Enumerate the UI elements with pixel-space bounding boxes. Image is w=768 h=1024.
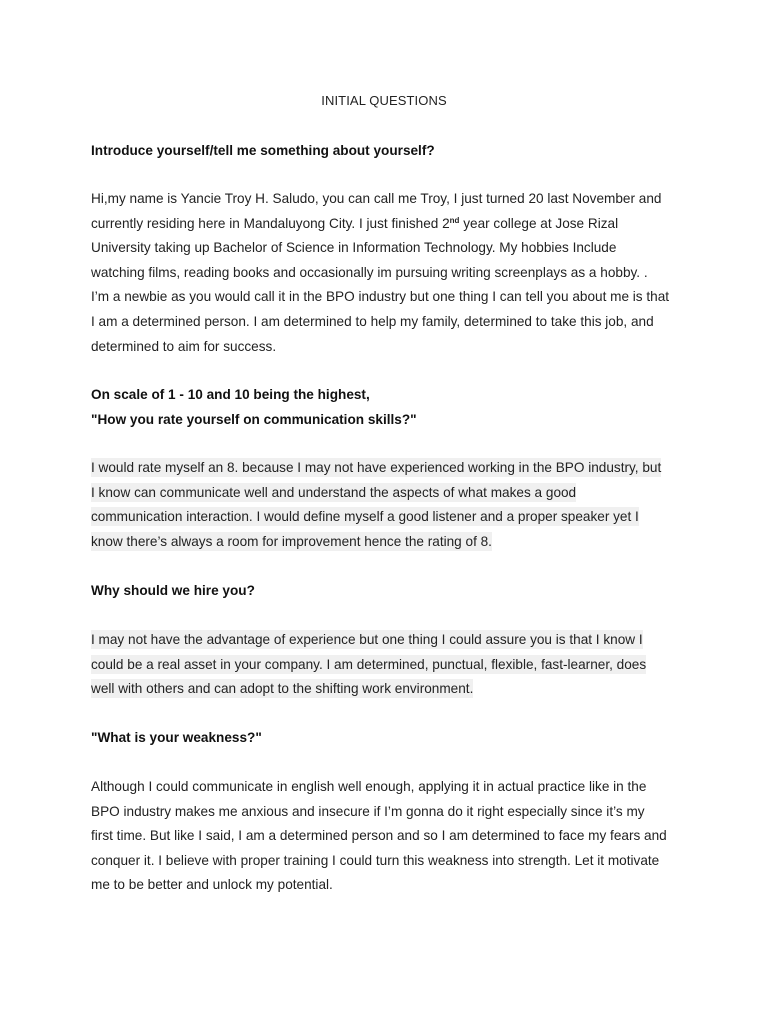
answer-line: me to be better and unlock my potential. — [91, 877, 333, 893]
answer-line: Although I could communicate in english well enough, applying it in actual practice like in the — [91, 779, 647, 794]
answer-line: well with others and can adopt to the shifting work environment. — [91, 681, 474, 697]
ordinal-superscript: nd — [449, 215, 460, 225]
answer-line: BPO industry makes me anxious and insecure if I’m gonna do it right especially since it’s my — [91, 803, 645, 819]
answer-line: conquer it. I believe with proper training I could turn this weakness into strength. Let it motivate — [91, 852, 660, 868]
answer-paragraph — [91, 628, 691, 702]
answer-line: Hi,my name is Yancie Troy H. Saludo, you can call me Troy, I just turned 20 last November and — [91, 191, 662, 206]
question-line: On scale of 1 - 10 and 10 being the highest, — [91, 387, 370, 402]
answer-line: could be a real asset in your company. I am determined, punctual, flexible, fast-learner, does — [91, 656, 647, 672]
question-heading — [91, 383, 691, 432]
question-line: Why should we hire you? — [91, 583, 255, 598]
question-heading — [91, 139, 691, 164]
question-line: "How you rate yourself on communication skills?" — [91, 411, 417, 427]
answer-line: communication interaction. I would define myself a good listener and a proper speaker yet I — [91, 509, 639, 525]
question-line: Introduce yourself/tell me something about yourself? — [91, 143, 435, 158]
answer-text: currently residing here in Mandaluyong City. I just finished 2 — [91, 215, 450, 231]
question-heading — [91, 726, 691, 751]
answer-paragraph — [91, 456, 691, 554]
answer-line: I’m a newbie as you would call it in the BPO industry but one thing I can tell you about me is that — [91, 289, 670, 305]
answer-line: watching films, reading books and occasionally im pursuing writing screenplays as a hobby. . — [91, 264, 648, 280]
answer-line-with-superscript — [91, 212, 691, 237]
answer-paragraph — [91, 187, 691, 359]
answer-line: I may not have the advantage of experience but one thing I could assure you is that I know I — [91, 632, 643, 647]
answer-line: I would rate myself an 8. because I may not have experienced working in the BPO industry, but — [91, 460, 662, 475]
answer-line: determined to aim for success. — [91, 338, 277, 354]
answer-line: first time. But like I said, I am a determined person and so I am determined to face my fears and — [91, 828, 667, 844]
answer-text: year college at Jose Rizal — [459, 215, 619, 231]
answer-paragraph — [91, 775, 691, 898]
question-line: "What is your weakness?" — [91, 730, 262, 745]
answer-line: I know can communicate well and understand the aspects of what makes a good — [91, 484, 577, 500]
page-title: INITIAL QUESTIONS — [321, 93, 447, 108]
answer-line: know there’s always a room for improvement hence the rating of 8. — [91, 533, 492, 549]
answer-line: I am a determined person. I am determined to help my family, determined to take this job, and — [91, 313, 654, 329]
answer-line: University taking up Bachelor of Science in Information Technology. My hobbies Include — [91, 240, 617, 256]
question-heading — [91, 579, 691, 604]
